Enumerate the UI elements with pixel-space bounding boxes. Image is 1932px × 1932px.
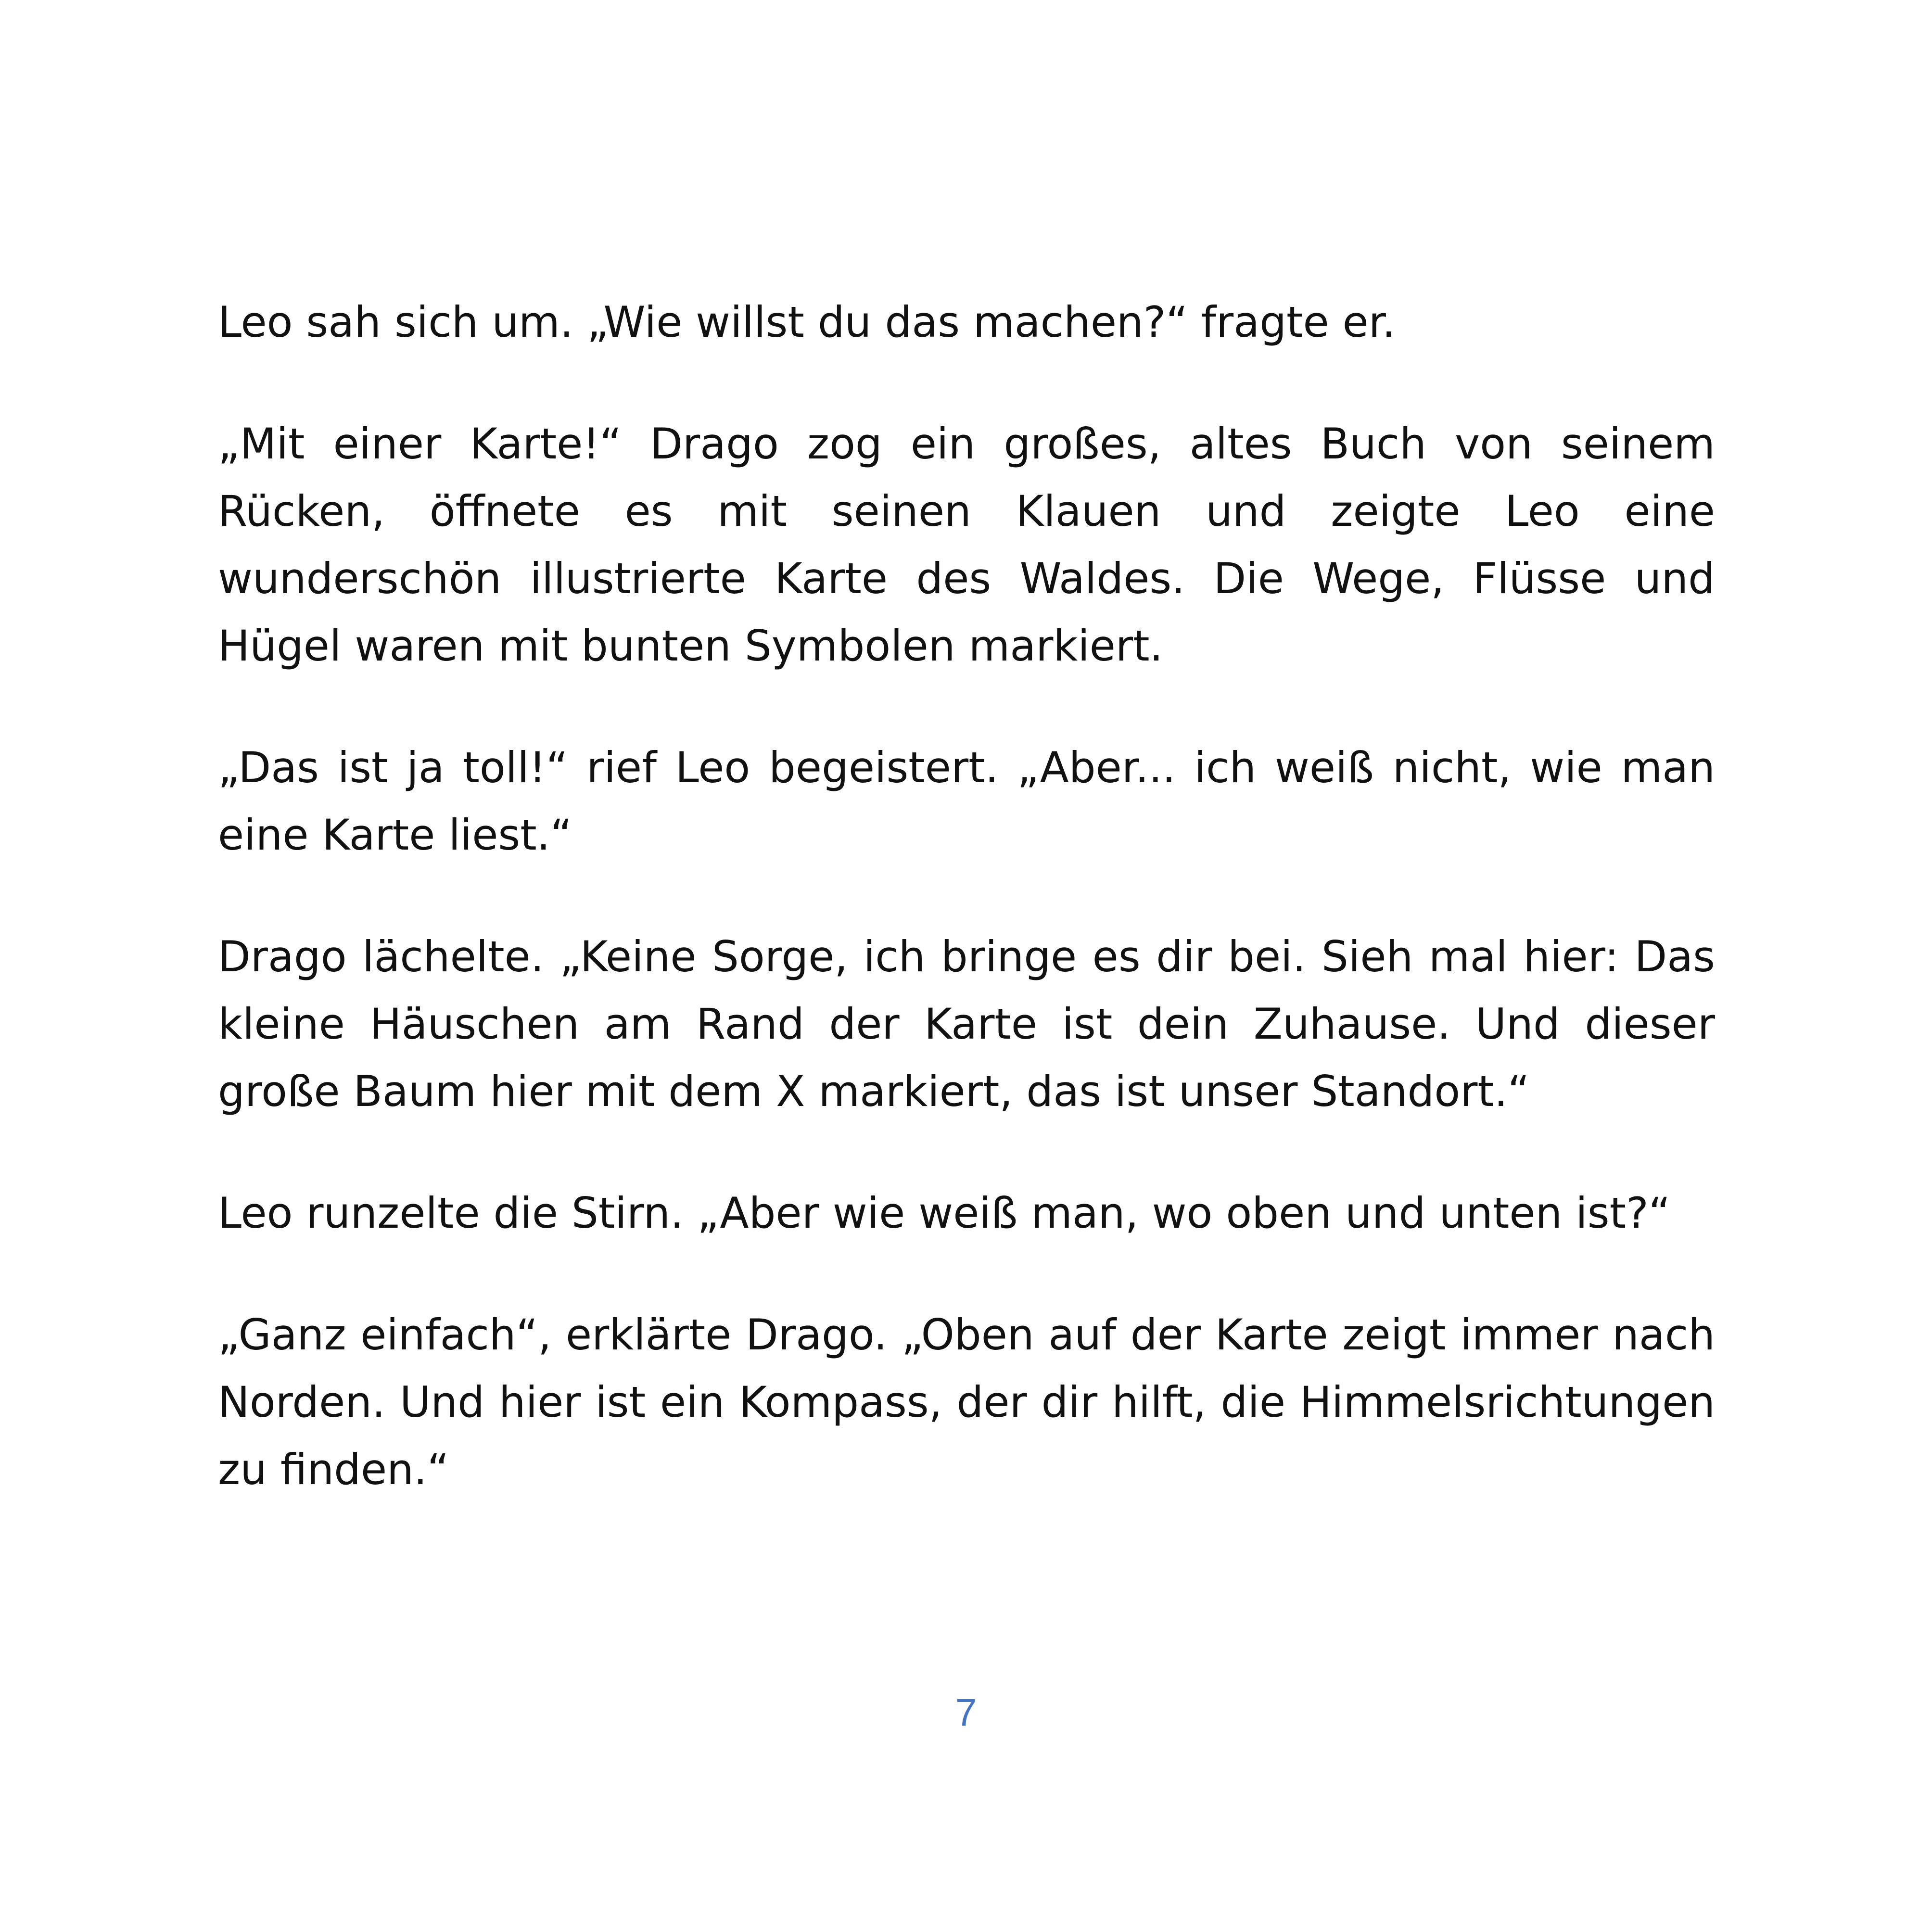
paragraph-3: „Das ist ja toll!“ rief Leo begeistert. „Aber... ich weiß nicht, wie man eine Karte liest.“	[218, 743, 1715, 860]
story-text	[218, 289, 1715, 1558]
paragraph-2: „Mit einer Karte!“ Drago zog ein großes, altes Buch von seinem Rücken, öffnete es mit seinen Klauen und zeigte Leo eine wunderschön illustrierte Karte des Waldes. Die Wege, Flüsse und Hügel waren mit bunten Symbolen markiert.	[218, 419, 1715, 671]
paragraph-6: „Ganz einfach“, erklärte Drago. „Oben auf der Karte zeigt immer nach Norden. Und hier ist ein Kompass, der dir hilft, die Himmelsrichtungen zu finden.“	[218, 1310, 1715, 1494]
paragraph-1: Leo sah sich um. „Wie willst du das machen?“ fragte er.	[218, 297, 1396, 347]
page-number: 7	[955, 1691, 977, 1734]
paragraph-4: Drago lächelte. „Keine Sorge, ich bringe es dir bei. Sieh mal hier: Das kleine Häuschen am Rand der Karte ist dein Zuhause. Und dieser große Baum hier mit dem X markiert, das ist unser Standort.“	[218, 932, 1715, 1116]
paragraph-5: Leo runzelte die Stirn. „Aber wie weiß man, wo oben und unten ist?“	[218, 1188, 1671, 1238]
